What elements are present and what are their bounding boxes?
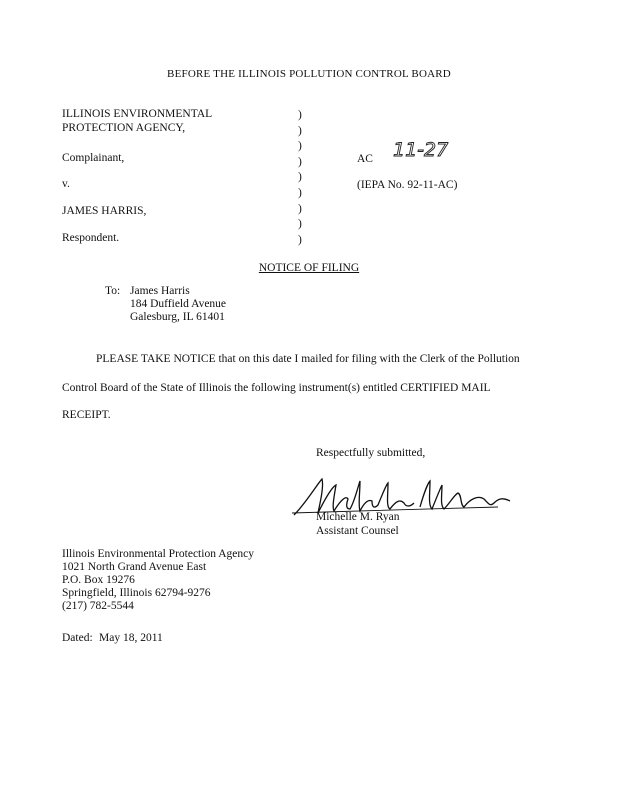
case-prefix: AC [357, 153, 373, 165]
versus-label: v. [62, 178, 70, 190]
agency-address-line: (217) 782-5544 [62, 600, 134, 612]
agency-address-line: Illinois Environmental Protection Agency [62, 548, 254, 560]
agency-address [62, 548, 254, 613]
paren: ) [298, 155, 302, 168]
closing: Respectfully submitted, [316, 447, 426, 459]
court-heading: BEFORE THE ILLINOIS POLLUTION CONTROL BOARD [167, 68, 451, 80]
paren: ) [298, 202, 302, 215]
complainant-name-line1: ILLINOIS ENVIRONMENTAL [62, 108, 213, 120]
paren: ) [298, 109, 302, 121]
to-label: To: [105, 285, 121, 297]
recipient-street: 184 Duffield Avenue [130, 298, 227, 310]
paren: ) [298, 124, 302, 137]
case-number-stamp-text: 11-27 [393, 139, 449, 161]
complainant-name-line2: PROTECTION AGENCY, [62, 122, 186, 134]
paren: ) [298, 233, 302, 246]
complainant-role: Complainant, [62, 152, 125, 164]
dated-value: May 18, 2011 [99, 632, 163, 644]
paren: ) [298, 218, 302, 231]
notice-title: NOTICE OF FILING [258, 262, 360, 274]
handwritten-case-number [393, 137, 463, 166]
recipient-name: James Harris [130, 285, 190, 297]
recipient-city: Galesburg, IL 61401 [130, 311, 225, 323]
agency-address-line: 1021 North Grand Avenue East [62, 561, 207, 573]
recipient-address [130, 285, 226, 324]
paren: ) [298, 140, 302, 153]
paren: ) [298, 171, 302, 184]
body-line-1: PLEASE TAKE NOTICE that on this date I mailed for filing with the Clerk of the Pollution [96, 353, 520, 365]
paren: ) [298, 186, 302, 199]
agency-address-line: Springfield, Illinois 62794-9276 [62, 587, 211, 599]
dated-label: Dated: [62, 632, 93, 644]
body-line-2: Control Board of the State of Illinois the following instrument(s) entitled CERTIFIED MAIL [62, 382, 491, 394]
agency-address-line: P.O. Box 19276 [62, 574, 135, 586]
signer-name: Michelle M. Ryan [316, 511, 400, 523]
respondent-role: Respondent. [62, 232, 120, 244]
respondent-name: JAMES HARRIS, [62, 205, 147, 217]
body-line-3: RECEIPT. [62, 409, 111, 421]
signer-title: Assistant Counsel [316, 525, 399, 537]
caption-parenthesis-column [298, 108, 308, 248]
iepa-number: (IEPA No. 92-11-AC) [357, 179, 458, 191]
